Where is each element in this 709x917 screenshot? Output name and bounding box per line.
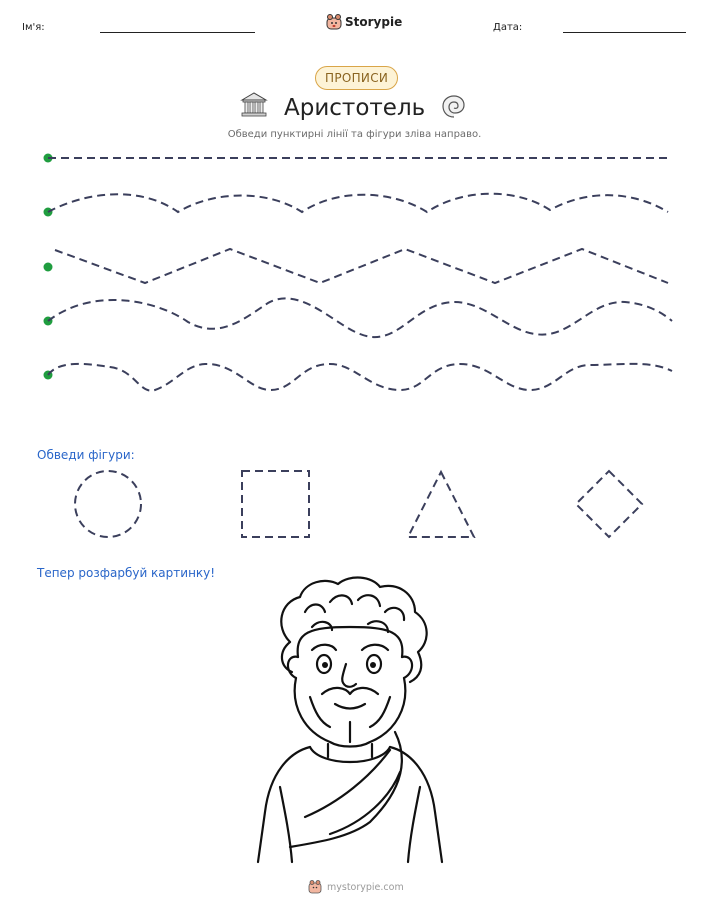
aristotle-coloring-image[interactable]: [250, 572, 450, 862]
footer-url[interactable]: mystorypie.com: [327, 882, 404, 893]
footer-logo-icon: [307, 879, 323, 895]
trace-square[interactable]: [242, 471, 309, 537]
start-dot: [44, 263, 53, 272]
trace-line-zigzag[interactable]: [44, 249, 669, 283]
trace-circle[interactable]: [75, 471, 141, 537]
date-label: Дата:: [493, 22, 523, 33]
trace-triangle[interactable]: [408, 472, 474, 537]
worksheet-badge: ПРОПИСИ: [315, 66, 398, 90]
tracing-shapes: [0, 465, 709, 545]
shapes-section-label: Обведи фігури:: [37, 448, 135, 462]
tracing-lines: [0, 0, 709, 420]
instructions-text: Обведи пунктирні лінії та фігури зліва направо.: [227, 129, 482, 140]
page-title: Аристотель: [284, 95, 426, 121]
trace-line-wave-flat[interactable]: [44, 364, 673, 391]
name-label: Ім'я:: [22, 22, 45, 33]
trace-diamond[interactable]: [576, 471, 642, 537]
coloring-section-label: Тепер розфарбуй картинку!: [37, 566, 216, 580]
trace-line-wave-2[interactable]: [44, 298, 673, 337]
brand-name: Storypie: [345, 15, 403, 29]
trace-line-straight[interactable]: [44, 154, 669, 163]
trace-line-wave[interactable]: [44, 194, 669, 217]
